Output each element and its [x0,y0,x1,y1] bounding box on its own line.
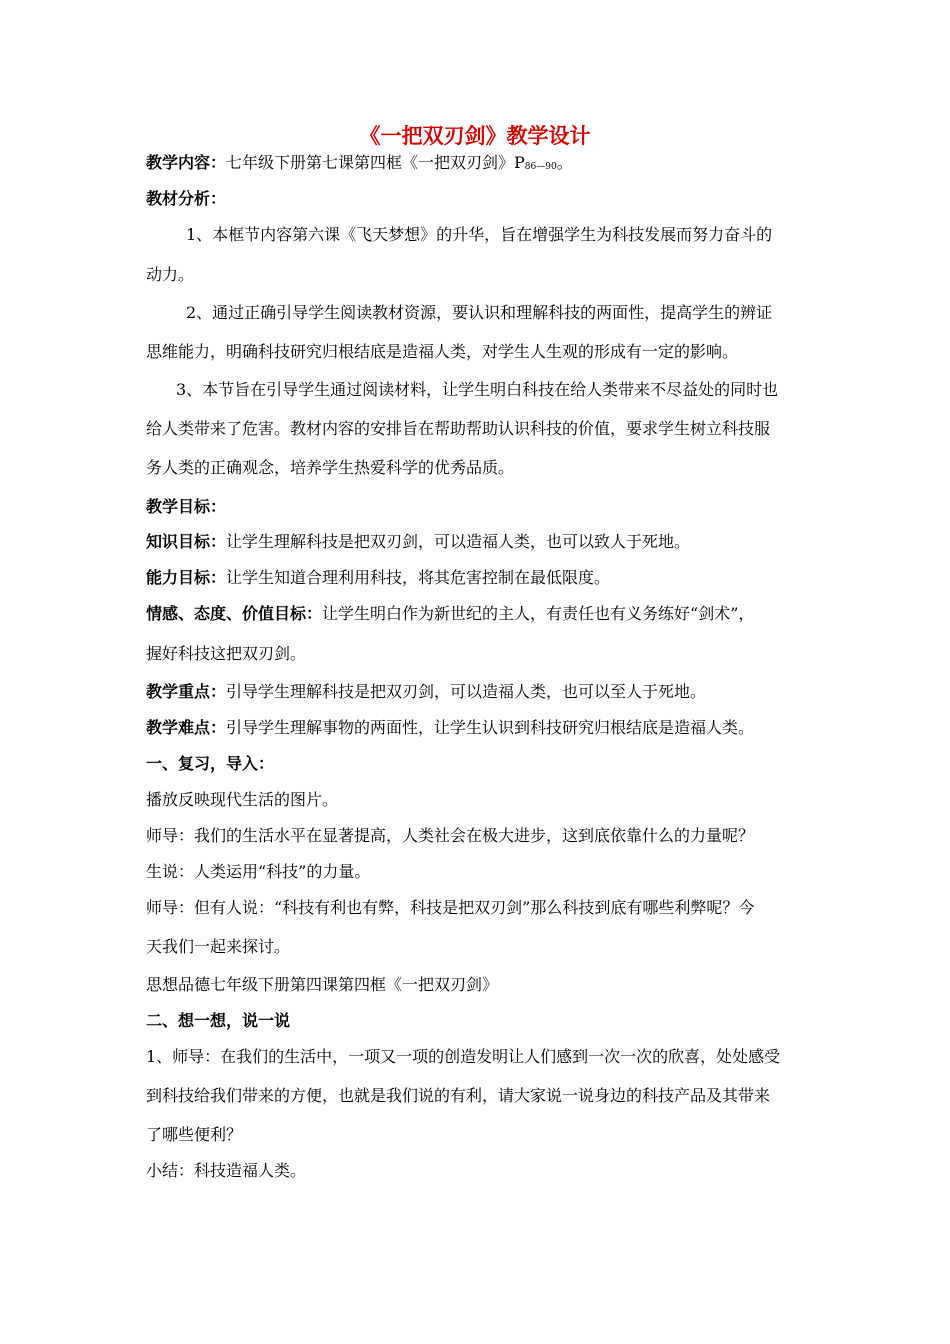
section1-line1: 播放反映现代生活的图片。 [146,790,339,809]
teaching-content-text: 七年级下册第七课第四框《一把双刃剑》P [226,153,525,172]
section1-line4: 师导：但有人说：“科技有利也有弊，科技是把双刃剑”那么科技到底有哪些利弊呢？今 [146,898,755,917]
knowledge-goal [146,531,690,553]
analysis-p3-line3: 务人类的正确观念，培养学生热爱科学的优秀品质。 [146,458,515,477]
section2-line3: 了哪些便利？ [146,1125,243,1144]
difficulty-label: 教学难点： [146,718,227,737]
analysis-p1-line2: 动力。 [146,265,195,284]
ability-goal-label: 能力目标： [146,568,227,587]
ability-goal-text: 让学生知道合理利用科技，将其危害控制在最低限度。 [226,568,611,587]
emotion-goal-line2: 握好科技这把双刃剑。 [146,644,307,663]
ability-goal [146,567,610,589]
section1-line2: 师导：我们的生活水平在显著提高，人类社会在极大进步，这到底依靠什么的力量呢？ [146,826,755,845]
analysis-heading: 教材分析： [146,189,227,208]
emotion-goal-label: 情感、态度、价值目标： [146,604,323,623]
analysis-p1-line1: 1、本框节内容第六课《飞天梦想》的升华，旨在增强学生为科技发展而努力奋斗的 [186,225,773,244]
teaching-content-line [146,152,573,178]
section1-line3: 生说：人类运用“科技”的力量。 [146,862,371,881]
section2-heading: 二、想一想，说一说 [146,1011,291,1030]
analysis-p3-line1: 3、本节旨在引导学生通过阅读材料，让学生明白科技在给人类带来不尽益处的同时也 [176,380,779,399]
section2-line4: 小结：科技造福人类。 [146,1161,307,1180]
knowledge-goal-label: 知识目标： [146,532,227,551]
section1-heading: 一、复习，导入： [146,754,275,773]
analysis-p2-line2: 思维能力，明确科技研究归根结底是造福人类，对学生人生观的形成有一定的影响。 [146,342,739,361]
section1-line6: 思想品德七年级下册第四课第四框《一把双刃剑》 [146,975,499,994]
analysis-p2-line1: 2、通过正确引导学生阅读教材资源，要认识和理解科技的两面性，提高学生的辨证 [186,303,773,322]
section1-line5: 天我们一起来探讨。 [146,937,291,956]
knowledge-goal-text: 让学生理解科技是把双刃剑，可以造福人类，也可以致人于死地。 [226,532,691,551]
section2-line1: 1、师导：在我们的生活中，一项又一项的创造发明让人们感到一次一次的欣喜，处处感受 [146,1047,781,1066]
section2-line2: 到科技给我们带来的方便，也就是我们说的有利，请大家说一说身边的科技产品及其带来 [146,1086,771,1105]
document-title: 《一把双刃剑》教学设计 [359,124,591,148]
difficulty [146,717,754,739]
teaching-content-label: 教学内容： [146,153,227,172]
emotion-goal-text: 让学生明白作为新世纪的主人，有责任也有义务练好“剑术”， [322,604,755,623]
key-point-text: 引导学生理解科技是把双刃剑，可以造福人类，也可以至人于死地。 [226,682,707,701]
emotion-goal [146,603,754,625]
difficulty-text: 引导学生理解事物的两面性，让学生认识到科技研究归根结底是造福人类。 [226,718,755,737]
key-point [146,681,706,703]
goals-heading: 教学目标： [146,497,227,516]
teaching-content-pages: 86—90 [524,162,557,172]
analysis-p3-line2: 给人类带来了危害。教材内容的安排旨在帮助帮助认识科技的价值，要求学生树立科技服 [146,419,771,438]
key-point-label: 教学重点： [146,682,227,701]
teaching-content-end: 。 [556,153,573,172]
